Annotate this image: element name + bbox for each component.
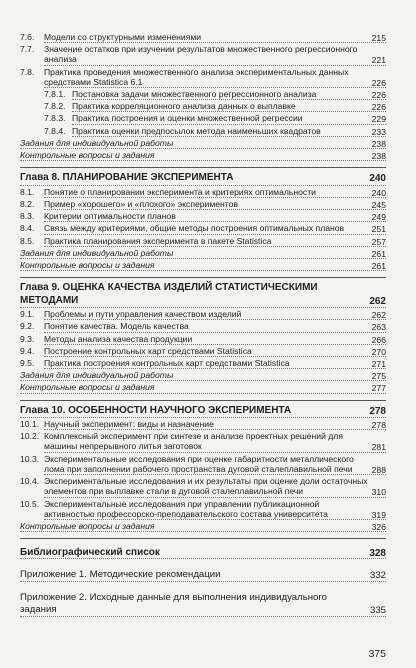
entry-title: Библиографический список xyxy=(20,548,386,559)
entry-page: 226 xyxy=(371,77,386,88)
entry-number: 9.4. xyxy=(20,345,35,356)
entry-number: 10.2. xyxy=(20,431,40,442)
entry-number: 8.3. xyxy=(20,211,35,222)
entry-title: Практика построения контрольных карт средствами Statistica xyxy=(44,358,386,369)
entry-title: Постановка задачи множественного регрессионного анализа xyxy=(72,89,386,100)
toc-entry xyxy=(20,382,386,393)
entry-title: Контрольные вопросы и задания xyxy=(20,521,386,532)
chapter-entry xyxy=(20,282,386,308)
entry-page: 240 xyxy=(369,173,386,185)
entry-title: Связь между критериями, общие методы построения оптимальных планов xyxy=(44,223,386,234)
entry-title: Практика построения и оценки множественной регрессии xyxy=(72,113,386,124)
entry-number: 9.2. xyxy=(20,321,35,332)
entry-title: Контрольные вопросы и задания xyxy=(20,382,386,393)
entry-number: 10.3. xyxy=(20,453,40,464)
entry-number: 10.1. xyxy=(20,419,40,430)
chapter-entry xyxy=(20,172,386,186)
entry-title: Практика планирования эксперимента в пакете Statistica xyxy=(44,236,386,247)
entry-page: 262 xyxy=(371,310,386,321)
entry-page: 221 xyxy=(371,55,386,66)
entry-number: 10.5. xyxy=(20,498,40,509)
toc-entry xyxy=(20,101,386,112)
page-number: 375 xyxy=(368,648,386,660)
entry-page: 240 xyxy=(371,187,386,198)
entry-title: Приложение 1. Методические рекомендации xyxy=(20,569,386,582)
entry-page: 278 xyxy=(369,405,386,417)
toc-entry xyxy=(20,499,386,520)
toc-entry xyxy=(20,223,386,234)
entry-page: 261 xyxy=(371,248,386,259)
toc-entry xyxy=(20,260,386,271)
entry-title: Построение контрольных карт средствами Statistica xyxy=(44,346,386,357)
entry-title: Глава 8. ПЛАНИРОВАНИЕ ЭКСПЕРИМЕНТА xyxy=(20,172,386,186)
entry-page: 215 xyxy=(371,33,386,43)
toc-entry xyxy=(20,67,386,88)
entry-page: 275 xyxy=(371,371,386,382)
entry-page: 229 xyxy=(371,114,386,125)
entry-page: 233 xyxy=(371,126,386,137)
entry-title: Контрольные вопросы и задания xyxy=(20,260,386,271)
entry-title: Практика оценки предпосылок метода наименьших квадратов xyxy=(72,126,386,137)
entry-page: 332 xyxy=(369,570,386,582)
toc-entry xyxy=(20,419,386,430)
entry-title: Глава 10. ОСОБЕННОСТИ НАУЧНОГО ЭКСПЕРИМЕНТА xyxy=(20,405,386,419)
entry-number: 7.8.4. xyxy=(44,125,66,136)
entry-title: Задания для индивидуальной работы xyxy=(20,138,386,149)
entry-page: 257 xyxy=(371,236,386,247)
entry-page: 238 xyxy=(371,151,386,162)
toc-entry xyxy=(20,248,386,259)
entry-title: Понятие качества. Модель качества xyxy=(44,321,386,332)
toc-entry xyxy=(20,150,386,161)
section-divider xyxy=(20,277,386,278)
entry-page: 277 xyxy=(371,383,386,394)
toc-entry xyxy=(20,476,386,497)
entry-page: 326 xyxy=(371,521,386,532)
toc-entry xyxy=(20,199,386,210)
toc-entry xyxy=(20,32,386,43)
entry-title: Контрольные вопросы и задания xyxy=(20,150,386,161)
toc-entry xyxy=(20,334,386,345)
entry-title: Значение остатков при изучении результатов множественного регрессионного анализа xyxy=(44,44,386,65)
toc-entry xyxy=(20,346,386,357)
table-of-contents xyxy=(20,0,386,617)
entry-page: 238 xyxy=(371,138,386,149)
entry-page: 251 xyxy=(371,224,386,235)
entry-page: 281 xyxy=(371,442,386,453)
entry-title: Глава 9. ОЦЕНКА КАЧЕСТВА ИЗДЕЛИЙ СТАТИСТИЧЕСКИМИ МЕТОДАМИ xyxy=(20,282,386,308)
entry-page: 335 xyxy=(369,605,386,617)
entry-page: 226 xyxy=(371,102,386,113)
toc-entry xyxy=(20,592,386,617)
toc-entry xyxy=(20,138,386,149)
entry-page: 262 xyxy=(369,295,386,307)
entry-page: 319 xyxy=(371,509,386,520)
entry-page: 249 xyxy=(371,212,386,223)
entry-title: Задания для индивидуальной работы xyxy=(20,248,386,259)
entry-title: Практика проведения множественного анализа экспериментальных данных средствами Statistica 6.1 xyxy=(44,67,386,88)
entry-number: 8.4. xyxy=(20,223,35,234)
entry-page: 245 xyxy=(371,199,386,210)
entry-title: Практика корреляционного анализа данных о выплавке xyxy=(72,101,386,112)
toc-entry xyxy=(20,113,386,124)
entry-number: 8.5. xyxy=(20,235,35,246)
entry-title: Модели со структурными изменениями xyxy=(44,32,386,43)
entry-page: 266 xyxy=(371,334,386,345)
entry-page: 263 xyxy=(371,322,386,333)
toc-entry xyxy=(20,521,386,532)
entry-title: Комплексный эксперимент при синтезе и анализе проектных решений для машины непрерывного литья заготовок xyxy=(44,431,386,452)
entry-number: 9.5. xyxy=(20,357,35,368)
toc-entry xyxy=(20,569,386,582)
toc-entry xyxy=(20,44,386,65)
entry-number: 7.8.1. xyxy=(44,89,66,100)
toc-entry xyxy=(20,211,386,222)
toc-entry xyxy=(20,454,386,475)
entry-page: 226 xyxy=(371,90,386,101)
toc-entry xyxy=(20,126,386,137)
toc-entry xyxy=(20,309,386,320)
entry-number: 7.8.2. xyxy=(44,101,66,112)
entry-title: Приложение 2. Исходные данные для выполнения индивидуального задания xyxy=(20,592,386,617)
section-divider xyxy=(20,400,386,401)
section-divider xyxy=(20,538,386,539)
entry-title: Научный эксперимент: виды и назначение xyxy=(44,419,386,430)
entry-title: Критерии оптимальности планов xyxy=(44,211,386,222)
entry-title: Экспериментальные исследования и их результаты при оценке доли остаточных элементов при выплавке стали в дуговой сталеплавильной печи xyxy=(44,476,386,497)
entry-page: 310 xyxy=(371,487,386,498)
entry-number: 9.3. xyxy=(20,333,35,344)
entry-page: 328 xyxy=(369,548,386,560)
toc-entry xyxy=(20,187,386,198)
entry-number: 8.1. xyxy=(20,186,35,197)
entry-number: 10.4. xyxy=(20,476,40,487)
chapter-entry xyxy=(20,405,386,419)
toc-entry xyxy=(20,321,386,332)
entry-page: 288 xyxy=(371,464,386,475)
entry-number: 7.8.3. xyxy=(44,113,66,124)
toc-entry xyxy=(20,89,386,100)
entry-page: 270 xyxy=(371,346,386,357)
entry-title: Пример «хорошего» и «плохого» экспериментов xyxy=(44,199,386,210)
entry-number: 9.1. xyxy=(20,309,35,320)
entry-title: Экспериментальные исследования при управлении публикационной активностью профессорско-преподавательского состава университета xyxy=(44,499,386,520)
entry-number: 8.2. xyxy=(20,198,35,209)
entry-title: Методы анализа качества продукции xyxy=(44,334,386,345)
toc-entry xyxy=(20,370,386,381)
toc-entry xyxy=(20,431,386,452)
toc-entry xyxy=(20,236,386,247)
entry-page: 271 xyxy=(371,358,386,369)
toc-entry xyxy=(20,548,386,559)
toc-entry xyxy=(20,358,386,369)
entry-page: 278 xyxy=(371,420,386,431)
entry-title: Задания для индивидуальной работы xyxy=(20,370,386,381)
entry-title: Экспериментальные исследования при оценке габаритности металлического лома при заполнении рабочего пространства дуговой сталеплавильной печи xyxy=(44,454,386,475)
entry-number: 7.7. xyxy=(20,44,35,55)
section-divider xyxy=(20,167,386,168)
entry-number: 7.6. xyxy=(20,32,35,42)
entry-title: Понятие о планировании эксперимента и критериях оптимальности xyxy=(44,187,386,198)
entry-number: 7.8. xyxy=(20,66,35,77)
entry-title: Проблемы и пути управления качеством изделий xyxy=(44,309,386,320)
entry-page: 261 xyxy=(371,260,386,271)
